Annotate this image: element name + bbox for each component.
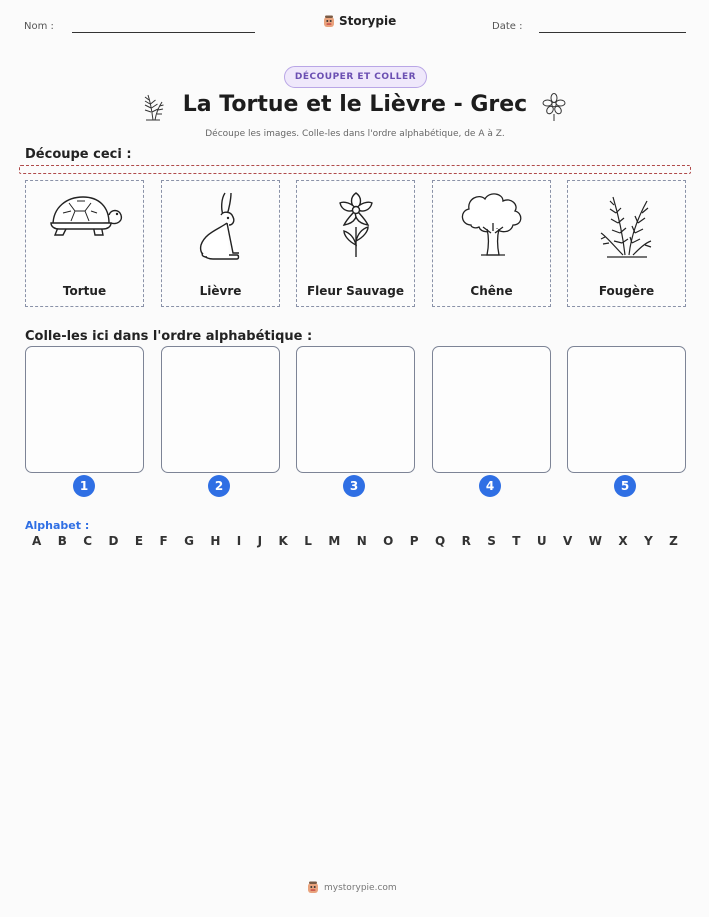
card-label-turtle: Tortue [62, 284, 107, 298]
cut-card-oak[interactable] [432, 180, 551, 307]
name-line[interactable] [72, 32, 255, 33]
alphabet-letter: K [278, 534, 288, 548]
paste-slot-1[interactable] [25, 346, 144, 473]
card-label-hare: Lièvre [199, 284, 242, 298]
wildflower-icon [326, 189, 386, 261]
alphabet-letter: Z [669, 534, 678, 548]
alphabet-letter: O [383, 534, 394, 548]
alphabet-letter: R [461, 534, 471, 548]
cut-line [19, 165, 691, 174]
alphabet-letter: H [210, 534, 221, 548]
name-label: Nom : [24, 21, 54, 32]
alphabet-heading: Alphabet : [25, 519, 90, 532]
paste-slot-3[interactable] [296, 346, 415, 473]
paste-section-heading: Colle-les ici dans l'ordre alphabétique : [25, 329, 313, 344]
cut-card-fern[interactable] [567, 180, 686, 307]
paste-slot-4[interactable] [432, 346, 551, 473]
card-label-wildflower: Fleur Sauvage [306, 284, 405, 298]
activity-badge: DÉCOUPER ET COLLER [284, 66, 427, 88]
alphabet-letter: C [83, 534, 93, 548]
footer-url[interactable]: mystorypie.com [324, 882, 397, 893]
slot-number-5: 5 [614, 475, 636, 497]
paste-slot-5[interactable] [567, 346, 686, 473]
cut-card-wildflower[interactable] [296, 180, 415, 307]
card-label-fern: Fougère [598, 284, 655, 298]
date-line[interactable] [539, 32, 686, 33]
alphabet-letter: M [328, 534, 341, 548]
alphabet-letter: F [159, 534, 168, 548]
alphabet-letter: B [57, 534, 67, 548]
alphabet-letter: N [356, 534, 367, 548]
fern-decoration-icon [140, 92, 166, 122]
alphabet-letter: U [536, 534, 547, 548]
slot-number-3: 3 [343, 475, 365, 497]
alphabet-letter: S [487, 534, 496, 548]
turtle-icon [45, 189, 125, 249]
alphabet-letter: T [512, 534, 521, 548]
alphabet-letter: Q [434, 534, 446, 548]
alphabet-letter: W [588, 534, 602, 548]
cut-section-heading: Découpe ceci : [25, 147, 132, 162]
alphabet-letter: P [409, 534, 419, 548]
slot-number-4: 4 [479, 475, 501, 497]
fern-icon [595, 189, 659, 261]
alphabet-row [32, 534, 678, 548]
footer [307, 881, 397, 894]
alphabet-letter: A [32, 534, 42, 548]
hare-icon [191, 189, 251, 265]
storypie-footer-logo-icon [307, 881, 319, 894]
alphabet-letter: E [134, 534, 144, 548]
cut-card-hare[interactable] [161, 180, 280, 307]
page-title: La Tortue et le Lièvre - Grec [182, 92, 528, 117]
alphabet-letter: I [236, 534, 242, 548]
alphabet-letter: L [304, 534, 312, 548]
flower-decoration-icon [541, 92, 567, 122]
alphabet-letter: X [618, 534, 628, 548]
date-label: Date : [492, 21, 523, 32]
page-subtitle: Découpe les images. Colle-les dans l'ordre alphabétique, de A à Z. [205, 129, 505, 139]
alphabet-letter: V [563, 534, 573, 548]
brand-name: Storypie [339, 14, 397, 28]
slot-number-2: 2 [208, 475, 230, 497]
oak-tree-icon [457, 189, 527, 261]
cut-card-turtle[interactable] [25, 180, 144, 307]
storypie-logo-icon [323, 15, 335, 28]
card-label-oak: Chêne [470, 284, 513, 298]
slot-number-1: 1 [73, 475, 95, 497]
paste-slot-2[interactable] [161, 346, 280, 473]
alphabet-letter: Y [644, 534, 653, 548]
brand-logo [323, 14, 396, 28]
alphabet-letter: J [257, 534, 263, 548]
alphabet-letter: D [108, 534, 119, 548]
alphabet-letter: G [184, 534, 194, 548]
